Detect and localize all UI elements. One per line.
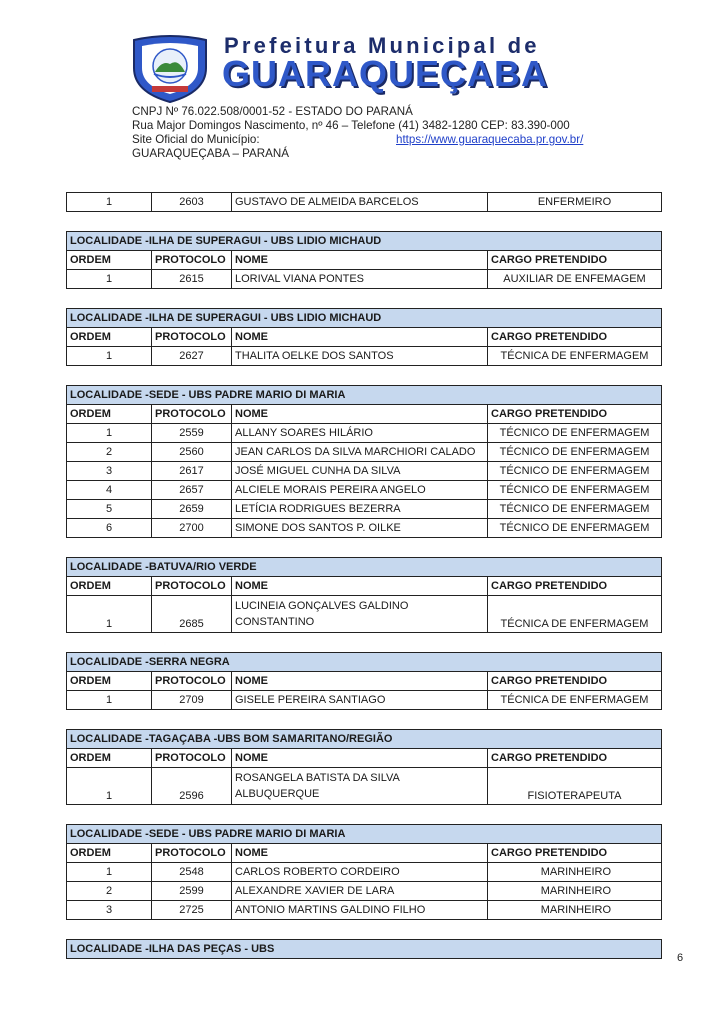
- cargo-cell: TÉCNICO DE ENFERMAGEM: [488, 481, 662, 500]
- nome-cell: ALEXANDRE XAVIER DE LARA: [232, 882, 488, 901]
- nome-cell: LETÍCIA RODRIGUES BEZERRA: [232, 500, 488, 519]
- col-ordem: ORDEM: [67, 844, 152, 863]
- candidates-list: [66, 192, 661, 959]
- table-row: [67, 882, 662, 901]
- header-info: [132, 105, 584, 161]
- protocolo-cell: 2709: [152, 691, 232, 710]
- ordem-cell: 6: [67, 519, 152, 538]
- protocolo-cell: 2685: [152, 596, 232, 633]
- table-row: [67, 519, 662, 538]
- localidade-label: LOCALIDADE -BATUVA/RIO VERDE: [67, 558, 662, 577]
- col-cargo: CARGO PRETENDIDO: [488, 251, 662, 270]
- localidade-row: [67, 232, 662, 251]
- nome-cell: THALITA OELKE DOS SANTOS: [232, 347, 488, 366]
- localidade-label: LOCALIDADE -TAGAÇABA -UBS BOM SAMARITANO/REGIÃO: [67, 730, 662, 749]
- protocolo-cell: 2559: [152, 424, 232, 443]
- column-header-row: [67, 328, 662, 347]
- localidade-label: LOCALIDADE -ILHA DE SUPERAGUI - UBS LIDIO MICHAUD: [67, 232, 662, 251]
- col-ordem: ORDEM: [67, 328, 152, 347]
- col-ordem: ORDEM: [67, 672, 152, 691]
- localidade-row: [67, 386, 662, 405]
- col-protocolo: PROTOCOLO: [152, 844, 232, 863]
- ordem-cell: 3: [67, 462, 152, 481]
- nome-cell: LORIVAL VIANA PONTES: [232, 270, 488, 289]
- ordem-cell: 1: [67, 863, 152, 882]
- col-ordem: ORDEM: [67, 577, 152, 596]
- cargo-cell: TÉCNICO DE ENFERMAGEM: [488, 443, 662, 462]
- col-nome: NOME: [232, 844, 488, 863]
- col-protocolo: PROTOCOLO: [152, 251, 232, 270]
- col-ordem: ORDEM: [67, 749, 152, 768]
- nome-cell: CARLOS ROBERTO CORDEIRO: [232, 863, 488, 882]
- table-row: [67, 768, 662, 805]
- header-title-line1: Prefeitura Municipal de: [224, 33, 540, 58]
- nome-cell: JOSÉ MIGUEL CUNHA DA SILVA: [232, 462, 488, 481]
- ordem-cell: 2: [67, 443, 152, 462]
- column-header-row: [67, 672, 662, 691]
- localidade-label: LOCALIDADE -SEDE - UBS PADRE MARIO DI MARIA: [67, 386, 662, 405]
- table-row: [67, 193, 662, 212]
- col-cargo: CARGO PRETENDIDO: [488, 844, 662, 863]
- col-cargo: CARGO PRETENDIDO: [488, 328, 662, 347]
- localidade-label: LOCALIDADE -ILHA DAS PEÇAS - UBS: [67, 940, 662, 959]
- protocolo-cell: 2617: [152, 462, 232, 481]
- ordem-cell: 1: [67, 691, 152, 710]
- localidade-label: LOCALIDADE -SEDE - UBS PADRE MARIO DI MARIA: [67, 825, 662, 844]
- col-cargo: CARGO PRETENDIDO: [488, 749, 662, 768]
- col-protocolo: PROTOCOLO: [152, 672, 232, 691]
- protocolo-cell: 2657: [152, 481, 232, 500]
- table-row: [67, 347, 662, 366]
- cargo-cell: MARINHEIRO: [488, 901, 662, 920]
- cargo-cell: AUXILIAR DE ENFEMAGEM: [488, 270, 662, 289]
- nome-cell: GUSTAVO DE ALMEIDA BARCELOS: [232, 193, 488, 212]
- protocolo-cell: 2603: [152, 193, 232, 212]
- page-number: 6: [677, 952, 684, 964]
- cargo-cell: TÉCNICA DE ENFERMAGEM: [488, 691, 662, 710]
- nome-cell: [232, 596, 488, 633]
- header-cnpj: CNPJ Nº 76.022.508/0001-52 - ESTADO DO PARANÁ: [132, 105, 413, 118]
- nome-cell: GISELE PEREIRA SANTIAGO: [232, 691, 488, 710]
- col-protocolo: PROTOCOLO: [152, 328, 232, 347]
- col-nome: NOME: [232, 328, 488, 347]
- cargo-cell: TÉCNICO DE ENFERMAGEM: [488, 462, 662, 481]
- protocolo-cell: 2596: [152, 768, 232, 805]
- protocolo-cell: 2659: [152, 500, 232, 519]
- nome-cell: ALLANY SOARES HILÁRIO: [232, 424, 488, 443]
- header-title-line2: GUARAQUEÇABA: [222, 53, 548, 94]
- nome-line1: ROSANGELA BATISTA DA SILVA: [235, 772, 400, 784]
- localidade-row: [67, 940, 662, 959]
- cargo-cell: TÉCNICO DE ENFERMAGEM: [488, 424, 662, 443]
- col-cargo: CARGO PRETENDIDO: [488, 672, 662, 691]
- table-row: [67, 901, 662, 920]
- column-header-row: [67, 577, 662, 596]
- table-row: [67, 481, 662, 500]
- protocolo-cell: 2560: [152, 443, 232, 462]
- col-ordem: ORDEM: [67, 251, 152, 270]
- table-row: [67, 596, 662, 633]
- candidates-table: [66, 192, 662, 959]
- cargo-cell: TÉCNICO DE ENFERMAGEM: [488, 519, 662, 538]
- nome-line2: CONSTANTINO: [235, 616, 315, 628]
- cargo-cell: ENFERMEIRO: [488, 193, 662, 212]
- nome-cell: [232, 768, 488, 805]
- ordem-cell: 1: [67, 424, 152, 443]
- ordem-cell: 3: [67, 901, 152, 920]
- table-row: [67, 462, 662, 481]
- header-address: Rua Major Domingos Nascimento, nº 46 – Telefone (41) 3482-1280 CEP: 83.390-000: [132, 119, 570, 132]
- col-nome: NOME: [232, 749, 488, 768]
- cargo-cell: TÉCNICA DE ENFERMAGEM: [488, 347, 662, 366]
- col-protocolo: PROTOCOLO: [152, 405, 232, 424]
- protocolo-cell: 2548: [152, 863, 232, 882]
- municipal-crest-icon: [130, 34, 210, 104]
- table-row: [67, 424, 662, 443]
- localidade-row: [67, 653, 662, 672]
- localidade-label: LOCALIDADE -SERRA NEGRA: [67, 653, 662, 672]
- header-site-link[interactable]: https://www.guaraquecaba.pr.gov.br/: [396, 133, 584, 146]
- protocolo-cell: 2725: [152, 901, 232, 920]
- nome-line1: LUCINEIA GONÇALVES GALDINO: [235, 600, 409, 612]
- ordem-cell: 1: [67, 270, 152, 289]
- localidade-row: [67, 309, 662, 328]
- col-cargo: CARGO PRETENDIDO: [488, 405, 662, 424]
- column-header-row: [67, 251, 662, 270]
- cargo-cell: FISIOTERAPEUTA: [488, 768, 662, 805]
- column-header-row: [67, 844, 662, 863]
- table-row: [67, 500, 662, 519]
- col-nome: NOME: [232, 577, 488, 596]
- protocolo-cell: 2599: [152, 882, 232, 901]
- ordem-cell: 2: [67, 882, 152, 901]
- table-row: [67, 270, 662, 289]
- column-header-row: [67, 405, 662, 424]
- letterhead: [0, 0, 724, 190]
- localidade-row: [67, 730, 662, 749]
- nome-cell: SIMONE DOS SANTOS P. OILKE: [232, 519, 488, 538]
- col-cargo: CARGO PRETENDIDO: [488, 577, 662, 596]
- ordem-cell: 5: [67, 500, 152, 519]
- cargo-cell: MARINHEIRO: [488, 863, 662, 882]
- col-protocolo: PROTOCOLO: [152, 749, 232, 768]
- nome-line2: ALBUQUERQUE: [235, 788, 320, 800]
- localidade-row: [67, 558, 662, 577]
- header-site-label: Site Oficial do Município:: [132, 133, 260, 146]
- cargo-cell: MARINHEIRO: [488, 882, 662, 901]
- column-header-row: [67, 749, 662, 768]
- protocolo-cell: 2627: [152, 347, 232, 366]
- ordem-cell: 1: [67, 768, 152, 805]
- protocolo-cell: 2700: [152, 519, 232, 538]
- col-nome: NOME: [232, 405, 488, 424]
- col-ordem: ORDEM: [67, 405, 152, 424]
- nome-cell: ANTONIO MARTINS GALDINO FILHO: [232, 901, 488, 920]
- cargo-cell: TÉCNICO DE ENFERMAGEM: [488, 500, 662, 519]
- protocolo-cell: 2615: [152, 270, 232, 289]
- col-protocolo: PROTOCOLO: [152, 577, 232, 596]
- table-row: [67, 691, 662, 710]
- ordem-cell: 1: [67, 193, 152, 212]
- nome-cell: ALCIELE MORAIS PEREIRA ANGELO: [232, 481, 488, 500]
- table-row: [67, 863, 662, 882]
- ordem-cell: 1: [67, 347, 152, 366]
- nome-cell: JEAN CARLOS DA SILVA MARCHIORI CALADO: [232, 443, 488, 462]
- col-nome: NOME: [232, 672, 488, 691]
- ordem-cell: 1: [67, 596, 152, 633]
- col-nome: NOME: [232, 251, 488, 270]
- ordem-cell: 4: [67, 481, 152, 500]
- localidade-label: LOCALIDADE -ILHA DE SUPERAGUI - UBS LIDIO MICHAUD: [67, 309, 662, 328]
- cargo-cell: TÉCNICA DE ENFERMAGEM: [488, 596, 662, 633]
- table-row: [67, 443, 662, 462]
- header-city: GUARAQUEÇABA – PARANÁ: [132, 147, 289, 160]
- localidade-row: [67, 825, 662, 844]
